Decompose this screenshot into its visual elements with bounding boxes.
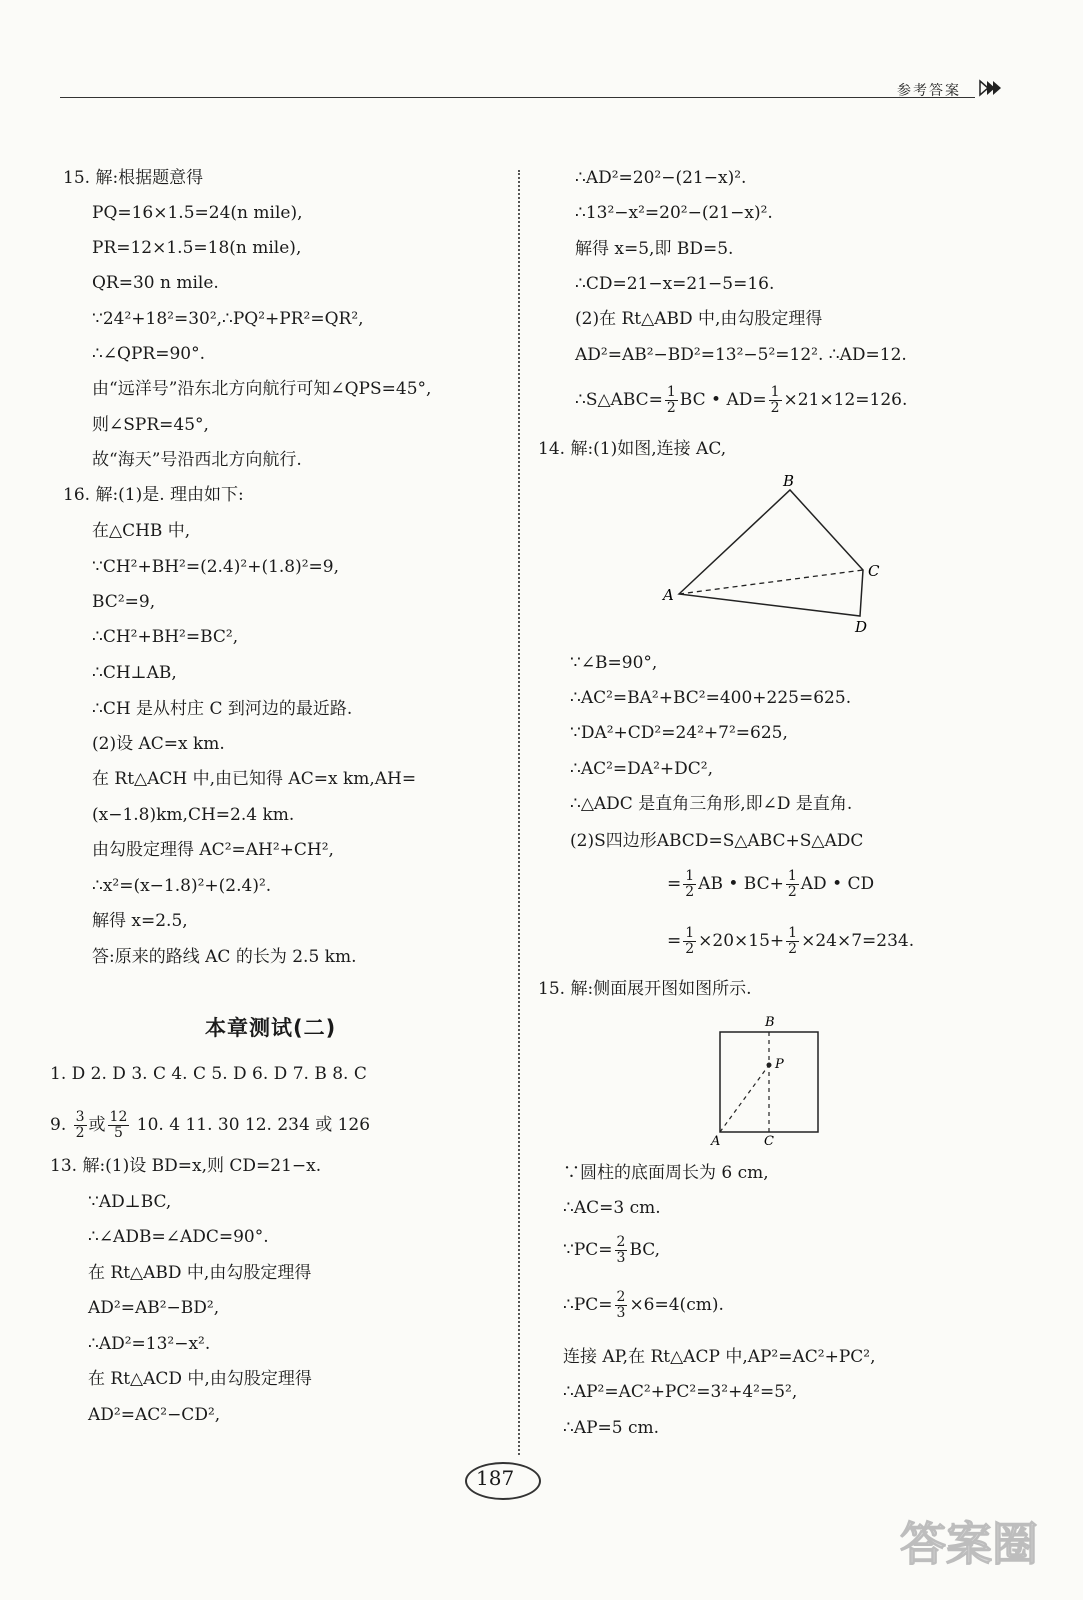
- label-a: A: [711, 1134, 721, 1149]
- text-line-r10: ∴AC²=BA²+BC²=400+225=625.: [570, 688, 852, 708]
- text-line-l22: 解得 x=2.5,: [92, 911, 188, 931]
- text-line-r4: ∴CD=21−x=21−5=16.: [575, 274, 775, 294]
- text-line-l3: PR=12×1.5=18(n mile),: [92, 238, 302, 258]
- text-line-l17: (2)设 AC=x km.: [92, 734, 225, 754]
- watermark-text: 答案圈: [900, 1517, 1038, 1571]
- cylinder-unfold-figure: [700, 1010, 840, 1150]
- answer-line-pc-2: ∴PC= $\frac{2}{3}$ ×6=4(cm).: [563, 1289, 724, 1321]
- fraction: $\frac{1}{2}$: [666, 384, 676, 416]
- text-line-r2: ∴13²−x²=20²−(21−x)².: [575, 203, 773, 223]
- text-line-l18: 在 Rt△ACH 中,由已知得 AC=x km,AH=: [92, 769, 417, 789]
- text-line-l20: 由勾股定理得 AC²=AH²+CH²,: [92, 840, 334, 860]
- text-line-l2: PQ=16×1.5=24(n mile),: [92, 203, 303, 223]
- text-line-l11: 在△CHB 中,: [92, 521, 191, 541]
- text-line-r23: ∴AP²=AC²+PC²=3²+4²=5²,: [563, 1382, 798, 1402]
- text-line-r22: 连接 AP,在 Rt△ACP 中,AP²=AC²+PC²,: [563, 1347, 876, 1367]
- answer-line-quad-area: (2)S四边形ABCD=S△ABC+S△ADC: [570, 831, 864, 851]
- fraction: $\frac{1}{2}$: [685, 868, 695, 900]
- text-line-l1: 15. 解:根据题意得: [63, 168, 204, 188]
- quadrilateral-shape: [679, 490, 863, 616]
- text-line-l30: AD²=AB²−BD²,: [88, 1298, 220, 1318]
- text-line-l13: BC²=9,: [92, 592, 156, 612]
- diagonal-ac: [679, 570, 863, 594]
- text-line-l26: 13. 解:(1)设 BD=x,则 CD=21−x.: [50, 1156, 322, 1176]
- header-rule: [60, 97, 975, 98]
- text-line-l23: 答:原来的路线 AC 的长为 2.5 km.: [92, 947, 357, 967]
- text-line-r9: ∵∠B=90°,: [570, 653, 658, 673]
- page-number: 187: [476, 1466, 515, 1490]
- text-line-r24: ∴AP=5 cm.: [563, 1418, 660, 1438]
- point-p: [767, 1063, 772, 1068]
- text-line-r3: 解得 x=5,即 BD=5.: [575, 239, 734, 259]
- text-line-l9: 故“海天”号沿西北方向航行.: [92, 450, 302, 470]
- text-line-l33: AD²=AC²−CD²,: [88, 1405, 221, 1425]
- section-title: 本章测试(二): [205, 1016, 337, 1040]
- text-line-r17: 15. 解:侧面展开图如图所示.: [538, 979, 752, 999]
- text-line-l16: ∴CH 是从村庄 C 到河边的最近路.: [92, 699, 353, 719]
- text-line-r8: 14. 解:(1)如图,连接 AC,: [538, 439, 727, 459]
- text-line-l7: 由“远洋号”沿东北方向航行可知∠QPS=45°,: [92, 379, 432, 399]
- label-a: A: [663, 586, 674, 604]
- line-ap: [720, 1065, 769, 1132]
- text-line-r19: ∴AC=3 cm.: [563, 1198, 661, 1218]
- text-line-l14: ∴CH²+BH²=BC²,: [92, 627, 239, 647]
- text-line-r13: ∴△ADC 是直角三角形,即∠D 是直角.: [570, 794, 853, 814]
- fraction: $\frac{2}{3}$: [616, 1289, 626, 1321]
- answer-line-9-12: 9. $\frac{3}{2}$ 或 $\frac{12}{5}$ 10. 4 11. 30 12. 234 或 126: [50, 1109, 371, 1141]
- label-d: D: [855, 618, 868, 636]
- text-line-l15: ∴CH⊥AB,: [92, 663, 177, 683]
- text-line-l6: ∴∠QPR=90°.: [92, 344, 206, 364]
- text-line-l28: ∴∠ADB=∠ADC=90°.: [88, 1227, 269, 1247]
- header-label: 参考答案: [897, 83, 961, 99]
- fraction: $\frac{1}{2}$: [685, 925, 695, 957]
- text-line-r5: (2)在 Rt△ABD 中,由勾股定理得: [575, 309, 823, 329]
- text-line-r6: AD²=AB²−BD²=13²−5²=12². ∴AD=12.: [575, 345, 907, 365]
- label-b: B: [783, 472, 795, 490]
- label-c: C: [764, 1134, 774, 1149]
- column-divider: [518, 170, 520, 1455]
- fraction: $\frac{2}{3}$: [616, 1234, 626, 1266]
- text-line-l32: 在 Rt△ACD 中,由勾股定理得: [88, 1369, 312, 1389]
- fraction: $\frac{12}{5}$: [109, 1109, 128, 1141]
- text-line-r1: ∴AD²=20²−(21−x)².: [575, 168, 747, 188]
- text-line-l27: ∵AD⊥BC,: [88, 1192, 172, 1212]
- text-line-r12: ∴AC²=DA²+DC²,: [570, 759, 713, 779]
- text-line-l29: 在 Rt△ABD 中,由勾股定理得: [88, 1263, 312, 1283]
- text-line-l4: QR=30 n mile.: [92, 273, 219, 293]
- fraction: $\frac{1}{2}$: [788, 925, 798, 957]
- text-line-l19: (x−1.8)km,CH=2.4 km.: [92, 805, 295, 825]
- text-line-l5: ∵24²+18²=30²,∴PQ²+PR²=QR²,: [92, 309, 364, 329]
- answer-line-pc: ∵PC= $\frac{2}{3}$ BC,: [563, 1234, 661, 1266]
- text-line-r18: ∵圆柱的底面周长为 6 cm,: [563, 1163, 769, 1183]
- text-line-l31: ∴AD²=13²−x².: [88, 1334, 211, 1354]
- fraction: $\frac{1}{2}$: [787, 868, 797, 900]
- answer-line-quad-area-3: = $\frac{1}{2}$ ×20×15+ $\frac{1}{2}$ ×24×7=234.: [667, 925, 915, 957]
- label-c: C: [868, 562, 880, 580]
- answer-line-quad-area-2: = $\frac{1}{2}$ AB • BC+ $\frac{1}{2}$ AD • CD: [667, 868, 875, 900]
- watermark-logo: [895, 1505, 1075, 1595]
- fraction: $\frac{3}{2}$: [75, 1109, 85, 1141]
- text-line-r11: ∵DA²+CD²=24²+7²=625,: [570, 723, 788, 743]
- quadrilateral-figure: [655, 470, 895, 640]
- text-line-l21: ∴x²=(x−1.8)²+(2.4)².: [92, 876, 272, 896]
- text-line-l24: 1. D 2. D 3. C 4. C 5. D 6. D 7. B 8. C: [50, 1064, 367, 1084]
- label-b: B: [765, 1015, 775, 1030]
- fraction: $\frac{1}{2}$: [770, 384, 780, 416]
- label-p: P: [775, 1057, 784, 1072]
- header-arrow-icon: [978, 79, 1002, 97]
- text-line-l12: ∵CH²+BH²=(2.4)²+(1.8)²=9,: [92, 557, 340, 577]
- answer-line-area: ∴S△ABC= $\frac{1}{2}$ BC • AD= $\frac{1}{2}$ ×21×12=126.: [575, 384, 908, 416]
- text-line-l10: 16. 解:(1)是. 理由如下:: [63, 485, 244, 505]
- text-line-l8: 则∠SPR=45°,: [92, 415, 209, 435]
